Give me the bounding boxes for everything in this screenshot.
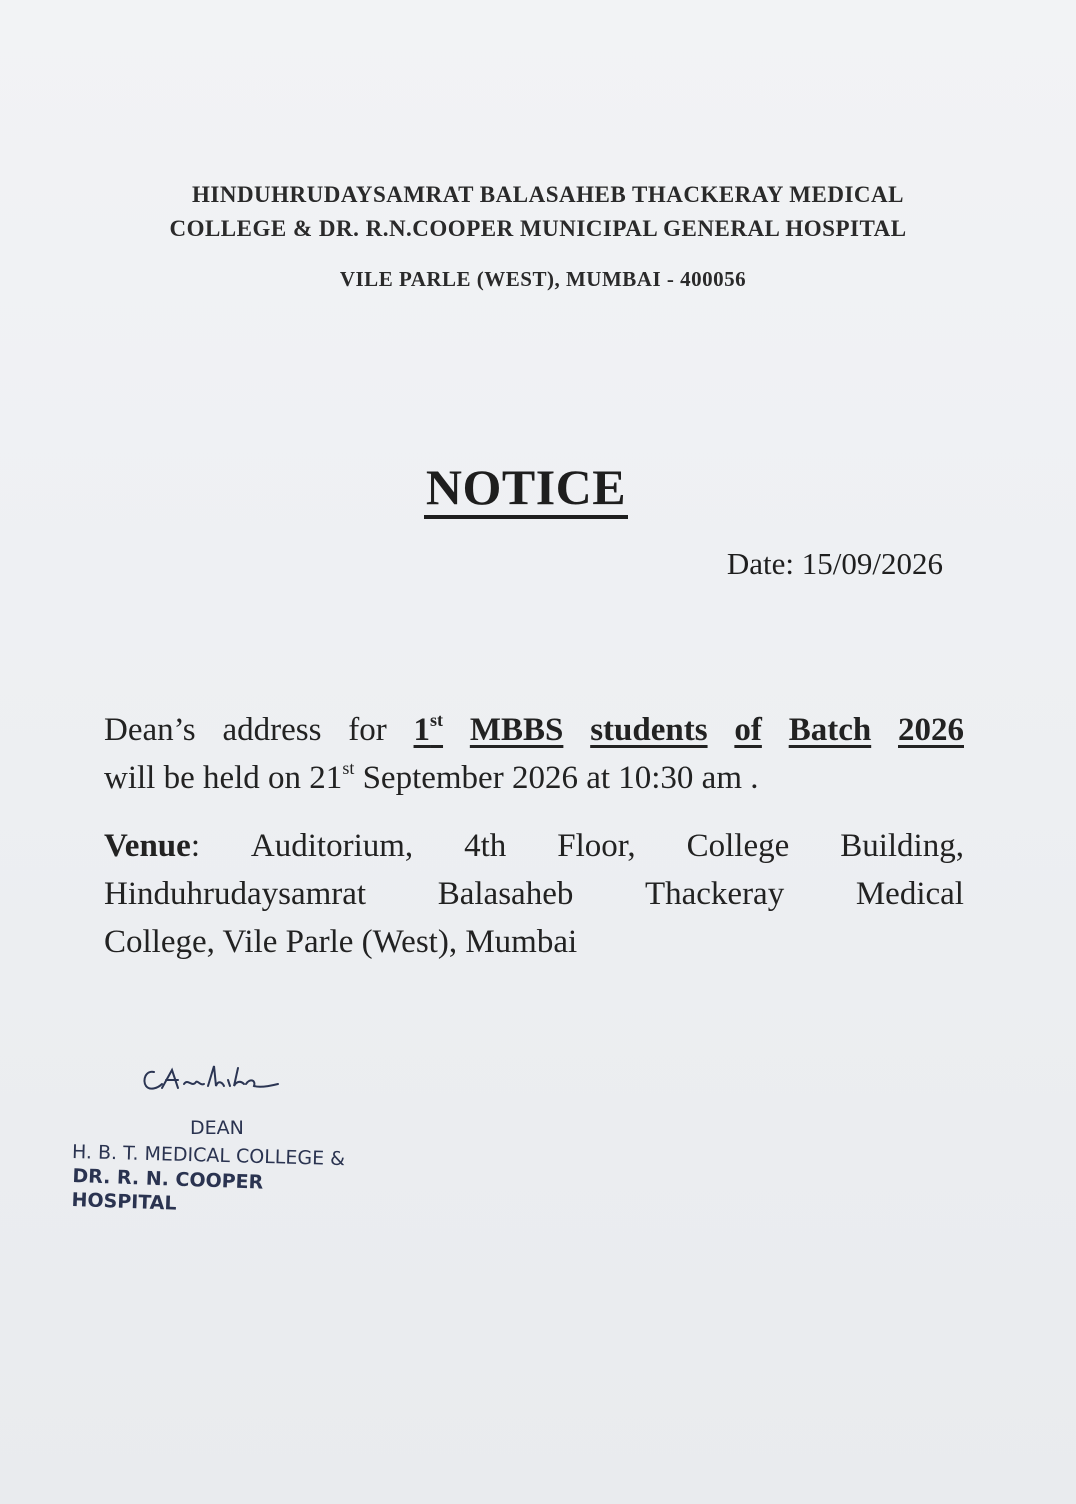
word: MBBS bbox=[469, 712, 564, 748]
event-time-text: September 2026 at 10:30 am . bbox=[354, 760, 759, 796]
notice-title-text: NOTICE bbox=[424, 459, 628, 519]
ordinal-suffix: st bbox=[430, 710, 444, 730]
word: College bbox=[686, 828, 790, 864]
word: address bbox=[222, 712, 322, 748]
dean-stamp bbox=[71, 1116, 372, 1215]
word: Floor, bbox=[557, 828, 636, 864]
event-date-text: will be held on 21 bbox=[104, 760, 343, 796]
letterhead-address: VILE PARLE (WEST), MUMBAI - 400056 bbox=[339, 267, 747, 291]
stamp-line-1: DEAN bbox=[190, 1117, 244, 1139]
letterhead-line-1: HINDUHRUDAYSAMRAT BALASAHEB THACKERAY MEDICAL bbox=[192, 182, 904, 207]
word: 2026 bbox=[898, 712, 964, 748]
venue-paragraph bbox=[104, 822, 964, 966]
letterhead-line-2: COLLEGE & DR. R.N.COOPER MUNICIPAL GENERAL HOSPITAL bbox=[169, 216, 907, 241]
word: for bbox=[348, 712, 387, 748]
stamp-line-3: DR. R. N. COOPER HOSPITAL bbox=[71, 1165, 264, 1215]
stamp-line-2: H. B. T. MEDICAL COLLEGE & bbox=[71, 1141, 346, 1171]
notice-date: Date: 15/09/2026 bbox=[726, 546, 943, 581]
word: Medical bbox=[855, 876, 964, 912]
ordinal-suffix: st bbox=[342, 758, 355, 778]
word: Hinduhrudaysamrat bbox=[104, 876, 367, 912]
venue-colon: : bbox=[190, 828, 200, 864]
venue-label: Venue bbox=[104, 828, 191, 864]
batch-year-highlight bbox=[414, 706, 444, 754]
announcement-line-2 bbox=[104, 754, 964, 802]
word: of bbox=[734, 712, 762, 748]
venue-label-group bbox=[104, 822, 200, 870]
word: Building, bbox=[840, 828, 964, 864]
announcement-paragraph bbox=[104, 706, 964, 802]
notice-title bbox=[0, 458, 1052, 519]
word: Balasaheb bbox=[437, 876, 574, 912]
word: Dean’s bbox=[104, 712, 196, 748]
letterhead bbox=[0, 178, 1076, 296]
dean-signature bbox=[138, 1058, 288, 1100]
word: 4th bbox=[464, 828, 507, 864]
word: Auditorium, bbox=[250, 828, 414, 864]
word: Batch bbox=[788, 712, 872, 748]
announcement-line-1 bbox=[104, 706, 964, 754]
venue-line-2 bbox=[104, 870, 964, 918]
venue-line-3: College, Vile Parle (West), Mumbai bbox=[104, 924, 578, 960]
word: Thackeray bbox=[644, 876, 785, 912]
word: students bbox=[590, 712, 708, 748]
venue-line-1 bbox=[104, 822, 964, 870]
year-number: 1 bbox=[413, 712, 431, 748]
